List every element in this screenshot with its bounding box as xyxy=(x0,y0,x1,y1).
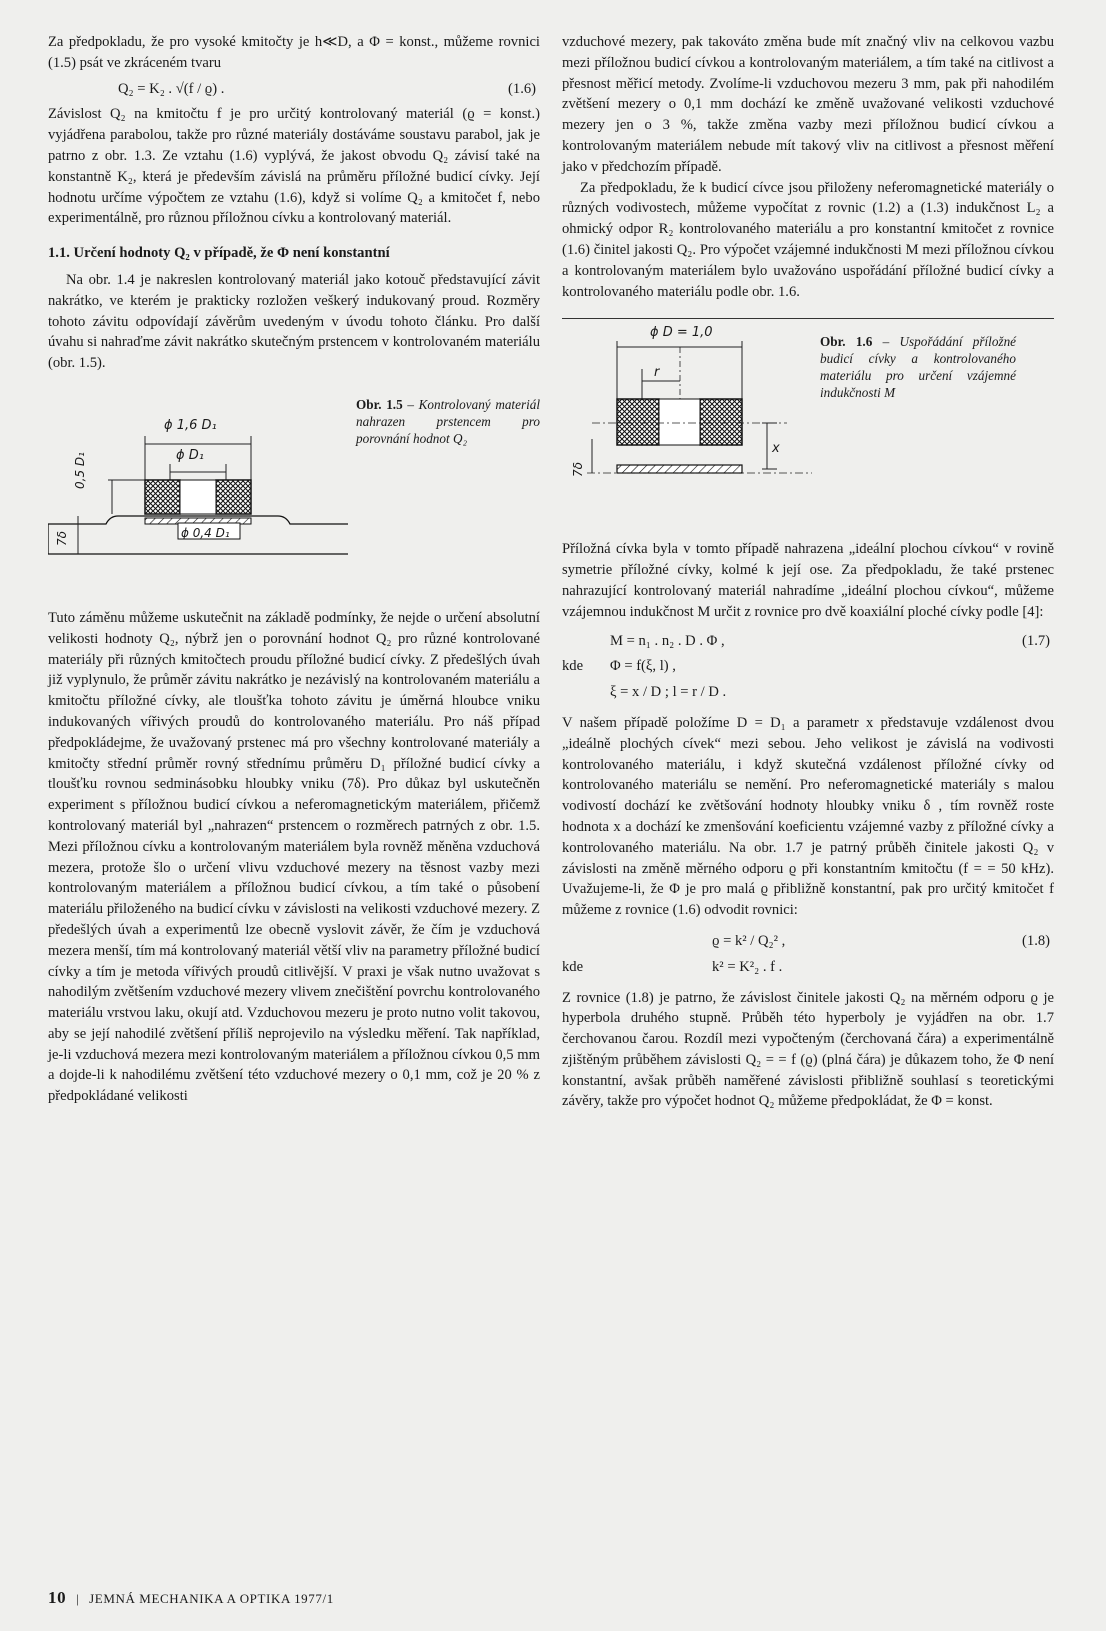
equation-number: (1.8) xyxy=(1022,932,1050,949)
figure-caption xyxy=(356,396,540,447)
equation-kde: kde xyxy=(562,658,584,675)
paragraph: Závislost Q₂ na kmitočtu f je pro určitý kontrolovaný materiál (ϱ = konst.) vyjádřena parabolou, takže pro různé materiály dostáváme soustavu parabol, jak je patrno z obr. 1.3. Ze vztahu (1.6) vyplývá, že jakost obvodu Q₂ závisí také na konstantně K₂, která je především závislá na průměru příložné budicí cívky. Její hodnotu určíme výpočtem ze vztahu (1.6), když si volíme Q₂ a kmitočet f, nebo experimentálně, pro různou příložnou cívku a kontrolovaný materiál. xyxy=(48,106,540,227)
paragraph: Za předpokladu, že k budicí cívce jsou přiloženy neferomagnetické materiály o různých vodivostech, můžeme vypočítat z rovnic (1.2) a (1.3) indukčnost L₂ a ohmický odpor R₂ kontrolovaného materiálu a pro konstantní kmitočet z rovnice (1.6) činitel jakosti Q₂. Pro výpočet vzájemné indukčnosti M mezi příložnou cívkou a kontrolovaným materiálem bylo uvažováno uspořádání příložné budicí cívky a kontrolovaného materiálu podle obr. 1.6. xyxy=(562,179,1054,300)
paragraph: Příložná cívka byla v tomto případě nahrazena „ideální plochou cívkou“ v rovině symetrie příložné cívky, kolmé k její ose. Za předpokladu, že také prstenec nahrazující kontrolovaný materiál nahradíme „ideální plochou cívkou“, můžeme vzájemnou indukčnost M určit z rovnice pro dvě koaxiální ploché cívky podle [4]: xyxy=(562,541,1054,620)
equation-1-7-kde xyxy=(562,656,1054,677)
caption-text: – Uspořádání příložné budicí cívky a kontrolovaného materiálu pro určení vzájemné indukčnosti M xyxy=(820,334,1017,401)
journal-name: JEMNÁ MECHANIKA A OPTIKA 1977/1 xyxy=(89,1591,334,1606)
dimension-depth: 7δ xyxy=(55,530,69,546)
equation: M = n₁ . n₂ . D . Φ , xyxy=(610,632,725,649)
equation-1-7 xyxy=(562,631,1054,652)
page-number: 10 xyxy=(48,1588,67,1607)
equation-1-8 xyxy=(562,931,1054,952)
section-heading: 1.1. Určení hodnoty Q₂ v případě, že Φ není konstantní xyxy=(48,245,390,262)
figure-caption xyxy=(820,333,1016,401)
paragraph: Z rovnice (1.8) je patrno, že závislost činitele jakosti Q₂ na měrném odporu ϱ je hyperbola druhého stupně. Průběh této hyperboly je vyjádřen na obr. 1.7 čerchovanou čarou. Rozdíl mezi vypočteným (čerchovaná čára) a experimentálně zjištěným průběhem závislosti Q₂ = = f (ϱ) (plná čára) je důkazem toho, že Φ není konstantní, avšak průběh naměřené závislosti přibližně souhlasí s teoretickými závěry, takže pro výpočet hodnot Q₂ můžeme předpokládat, že Φ = konst. xyxy=(562,989,1054,1110)
equation-kde: kde xyxy=(562,958,584,975)
paragraph: V našem případě položíme D = D₁ a parametr x představuje vzdálenost dvou „ideálně plochých cívek“ mezi sebou. Jeho velikost je závislá na vodivosti kontrolovaného materiálu, i když skutečná vzdálenost příložné cívky od kontrolovaného materiálu se nemění. Pro neferomagnetické materiály s malou vodivostí dochází ke zvětšování hodnoty hloubky vniku δ , tím rovněž roste hodnota x a dochází ke zmenšování koeficientu vzájemné vazby z příložné cívky a kontrolovaného materiálu. Na obr. 1.7 je patrný průběh činitele jakosti Q₂ v závislosti na změně měrného odporu ϱ při konstantním kmitočtu (f = = 50 kHz). Uvažujeme-li, že Φ je pro malá ϱ přibližně konstantní, pak pro určitý kmitočet f můžeme z rovnice (1.6) odvodit rovnici: xyxy=(562,714,1054,919)
paragraph: Na obr. 1.4 je nakreslen kontrolovaný materiál jako kotouč představující závit nakrátko, ve kterém je prakticky rozložen veškerý indukovaný proud. Rozměry tohoto závitu odpovídají závěrům uvedeným v úvodu tohoto článku. Pro další úvahu si nahraďme závit nakrátko skutečným prstencem v kontrolovaném materiálu (obr. 1.5). xyxy=(48,271,540,372)
dimension-distance: x xyxy=(772,441,780,457)
equation-number: (1.7) xyxy=(1022,632,1050,649)
paragraph: Za předpokladu, že pro vysoké kmitočty je h≪D, a Φ = konst., můžeme rovnici (1.5) psát ve zkráceném tvaru xyxy=(48,34,540,71)
page-footer xyxy=(48,1588,334,1608)
dimension-diameter: ϕ D = 1,0 xyxy=(650,325,713,341)
equation-number: (1.6) xyxy=(508,80,536,97)
equation: Q₂ = K₂ . √(f / ϱ) . xyxy=(118,80,225,97)
right-column xyxy=(562,32,1054,1112)
figure-1-5 xyxy=(48,396,540,596)
caption-text: – Kontrolovaný materiál nahrazen prstencem pro porovnání hodnot Q₂ xyxy=(356,396,541,446)
equation: Φ = f(ξ, l) , xyxy=(610,658,676,675)
dimension-height: 0,5 D₁ xyxy=(73,452,87,489)
figure-1-6-drawing xyxy=(562,329,812,509)
dimension-inner-diameter: ϕ D₁ xyxy=(176,447,204,463)
equation: ξ = x / D ; l = r / D . xyxy=(610,684,727,701)
dimension-outer-diameter: ϕ 1,6 D₁ xyxy=(164,417,217,433)
equation-1-6 xyxy=(48,79,540,100)
figure-1-6 xyxy=(562,318,1054,519)
caption-label: Obr. 1.6 xyxy=(820,334,873,350)
equation: k² = K²₂ . f . xyxy=(712,958,783,975)
paragraph: Tuto záměnu můžeme uskutečnit na základě podmínky, že nejde o určení absolutní velikosti hodnoty Q₂, nýbrž jen o porovnání hodnot Q₂ pro různé kontrolované materiály při různých kmitočtech proudu příložné budicí cívky. Z předešlých úvah již vyplynulo, že průměr závitu nakrátko je nezávislý na kontrolovaném materiálu a kmitočtu příložné cívky, ale tloušťka tohoto závitu je úměrná hloubce vniku indukovaných vířivých proudů do kontrolovaného materiálu. Pro náš případ předpokládejme, že uvažovaný prstenec má pro všechny kontrolované materiály a kmitočty střední průměr rovný střednímu průměru D₁ příložné budicí cívky a tloušťku rovnou sedminásobku hloubky vniku (7δ). Pro důkaz byl uskutečněn experiment s příložnou budicí cívkou a neferomagnetickým materiálem, přičemž kontrolovaný materiál byl „nahrazen“ prstencem o rozměrech patrných z obr. 1.5. Mezi příložnou cívku a kontrolovaným materiálem byla rovněž měněna vzduchová mezera, protože šlo o určení vlivu vzduchové mezery na těsnost vazby mezi kontrolovaným materiálem a příložnou budicí cívkou, a tím také o působení materiálu přiloženého na budicí cívku v závislosti na velikosti vzduchové mezery. Z předešlých úvah a experimentů lze obecně vyslovit závěr, že čím je vzduchová mezera menší, tím má kontrolovaný materiál větší vliv na parametry příložné budicí cívky a tím je metoda vířivých proudů citlivější. V praxi je však nutno uvažovat s nahodilým zvětšením vzduchové mezery vlivem znečištění povrchu kontrolovaného materiálu vrstvou laku, okují atd. Vzduchovou mezeru je proto nutno volit takovou, aby se její nahodilé zvětšení příliš neprojevilo na výsledku měření. Tak například, je-li vzduchová mezera mezi kontrolovaným materiálem a příložnou cívkou 0,5 mm a dojde-li k nahodilému zvětšení této vzduchové mezery o 0,1 mm, což je 20 % z předpokládané velikosti xyxy=(48,609,540,1105)
equation-1-8-kde xyxy=(562,957,1054,978)
left-column xyxy=(48,32,540,1107)
footer-separator: | xyxy=(76,1591,80,1606)
equation: ϱ = k² / Q₂² , xyxy=(712,932,786,949)
caption-label: Obr. 1.5 xyxy=(356,396,403,412)
dimension-depth: 7δ xyxy=(571,462,585,478)
equation-1-7-params xyxy=(562,682,1054,703)
dimension-radius: r xyxy=(654,365,660,381)
dimension-hole-diameter: ϕ 0,4 D₁ xyxy=(181,525,230,540)
paragraph: vzduchové mezery, pak takováto změna bude mít značný vliv na celkovou vazbu mezi příložnou budicí cívkou a kontrolovaným materiálem, a tím také na citlivost a přesnost měřicí metody. Zvolíme-li vzduchovou mezeru 3 mm, pak při nahodilém zvětšení mezery o 0,1 mm dochází ke změně uvažované velikosti vzduchové mezery jen o 3 %, takže změna vazby mezi příložnou budicí cívkou a kontrolovaným materiálem nebude mít takový vliv na citlivost a přesnost měření jako v předchozím případě. xyxy=(562,34,1054,175)
